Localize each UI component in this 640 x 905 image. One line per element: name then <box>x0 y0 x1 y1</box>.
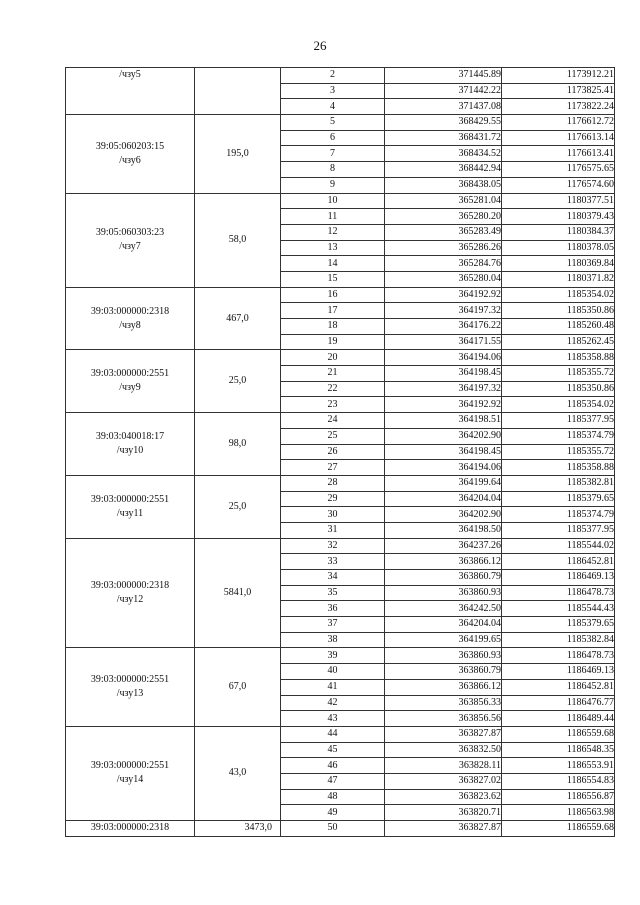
x-coordinate-cell: 365281.04 <box>385 193 502 209</box>
table-row <box>66 648 615 664</box>
plot-id-cell <box>66 648 195 726</box>
x-coordinate-cell: 368429.55 <box>385 115 502 131</box>
y-coordinate-cell: 1186556.87 <box>502 789 615 805</box>
plot-id-cell <box>66 821 195 837</box>
point-number-cell: 31 <box>281 522 385 538</box>
y-coordinate-cell: 1186452.81 <box>502 679 615 695</box>
x-coordinate-cell: 364199.65 <box>385 632 502 648</box>
coordinates-table <box>65 67 615 837</box>
point-number-cell: 40 <box>281 664 385 680</box>
y-coordinate-cell: 1186554.83 <box>502 773 615 789</box>
plot-id-cell <box>66 68 195 115</box>
x-coordinate-cell: 364192.92 <box>385 397 502 413</box>
point-number-cell: 17 <box>281 303 385 319</box>
y-coordinate-cell: 1180369.84 <box>502 256 615 272</box>
plot-id-line: /чзу11 <box>116 507 144 519</box>
table-row <box>66 115 615 131</box>
y-coordinate-cell: 1173825.41 <box>502 83 615 99</box>
point-number-cell: 47 <box>281 773 385 789</box>
y-coordinate-cell: 1176574.60 <box>502 177 615 193</box>
x-coordinate-cell: 363823.62 <box>385 789 502 805</box>
plot-id-line: 39:03:000000:2551 <box>90 674 170 686</box>
point-number-cell: 34 <box>281 570 385 586</box>
x-coordinate-cell: 364194.06 <box>385 460 502 476</box>
x-coordinate-cell: 368434.52 <box>385 146 502 162</box>
x-coordinate-cell: 363827.87 <box>385 821 502 837</box>
x-coordinate-cell: 371445.89 <box>385 68 502 84</box>
y-coordinate-cell: 1176613.14 <box>502 130 615 146</box>
table-row <box>66 538 615 554</box>
y-coordinate-cell: 1180371.82 <box>502 271 615 287</box>
point-number-cell: 48 <box>281 789 385 805</box>
point-number-cell: 26 <box>281 444 385 460</box>
x-coordinate-cell: 368438.05 <box>385 177 502 193</box>
y-coordinate-cell: 1185377.95 <box>502 413 615 429</box>
y-coordinate-cell: 1180378.05 <box>502 240 615 256</box>
plot-id-line: 39:05:060303:23 <box>95 227 165 239</box>
point-number-cell: 30 <box>281 507 385 523</box>
point-number-cell: 16 <box>281 287 385 303</box>
x-coordinate-cell: 364198.51 <box>385 413 502 429</box>
table-row <box>66 821 615 837</box>
x-coordinate-cell: 365284.76 <box>385 256 502 272</box>
plot-id-line: /чзу6 <box>119 154 141 166</box>
plot-id-cell <box>66 538 195 648</box>
point-number-cell: 18 <box>281 319 385 335</box>
page-number: 26 <box>313 38 327 53</box>
x-coordinate-cell: 368431.72 <box>385 130 502 146</box>
x-coordinate-cell: 365283.49 <box>385 224 502 240</box>
y-coordinate-cell: 1185350.86 <box>502 381 615 397</box>
y-coordinate-cell: 1186553.91 <box>502 758 615 774</box>
x-coordinate-cell: 364176.22 <box>385 319 502 335</box>
area-cell: 58,0 <box>195 193 281 287</box>
x-coordinate-cell: 363860.93 <box>385 585 502 601</box>
point-number-cell: 41 <box>281 679 385 695</box>
point-number-cell: 49 <box>281 805 385 821</box>
point-number-cell: 5 <box>281 115 385 131</box>
point-number-cell: 3 <box>281 83 385 99</box>
y-coordinate-cell: 1186548.35 <box>502 742 615 758</box>
x-coordinate-cell: 363827.02 <box>385 773 502 789</box>
point-number-cell: 43 <box>281 711 385 727</box>
point-number-cell: 22 <box>281 381 385 397</box>
y-coordinate-cell: 1186478.73 <box>502 648 615 664</box>
y-coordinate-cell: 1173822.24 <box>502 99 615 115</box>
area-cell: 25,0 <box>195 350 281 413</box>
area-cell: 43,0 <box>195 726 281 820</box>
table-row <box>66 475 615 491</box>
plot-id-line: /чзу14 <box>116 774 144 786</box>
point-number-cell: 24 <box>281 413 385 429</box>
y-coordinate-cell: 1185544.02 <box>502 538 615 554</box>
point-number-cell: 20 <box>281 350 385 366</box>
y-coordinate-cell: 1173912.21 <box>502 68 615 84</box>
point-number-cell: 42 <box>281 695 385 711</box>
x-coordinate-cell: 363866.12 <box>385 679 502 695</box>
x-coordinate-cell: 363856.33 <box>385 695 502 711</box>
x-coordinate-cell: 363866.12 <box>385 554 502 570</box>
point-number-cell: 39 <box>281 648 385 664</box>
x-coordinate-cell: 364198.45 <box>385 366 502 382</box>
y-coordinate-cell: 1186452.81 <box>502 554 615 570</box>
plot-id-line: 39:03:040018:17 <box>95 431 165 442</box>
y-coordinate-cell: 1186469.13 <box>502 664 615 680</box>
plot-id-line: /чзу12 <box>116 594 144 606</box>
coordinates-table-body <box>66 68 615 837</box>
point-number-cell: 28 <box>281 475 385 491</box>
x-coordinate-cell: 371442.22 <box>385 83 502 99</box>
y-coordinate-cell: 1185262.45 <box>502 334 615 350</box>
plot-id-line: /чзу13 <box>116 688 144 700</box>
point-number-cell: 35 <box>281 585 385 601</box>
point-number-cell: 6 <box>281 130 385 146</box>
point-number-cell: 44 <box>281 726 385 742</box>
table-row <box>66 193 615 209</box>
y-coordinate-cell: 1185374.79 <box>502 428 615 444</box>
point-number-cell: 33 <box>281 554 385 570</box>
y-coordinate-cell: 1180379.43 <box>502 209 615 225</box>
x-coordinate-cell: 363860.93 <box>385 648 502 664</box>
x-coordinate-cell: 364192.92 <box>385 287 502 303</box>
y-coordinate-cell: 1185358.88 <box>502 460 615 476</box>
point-number-cell: 32 <box>281 538 385 554</box>
plot-id-line: 39:05:060203:15 <box>95 140 165 152</box>
y-coordinate-cell: 1185354.02 <box>502 287 615 303</box>
y-coordinate-cell: 1185355.72 <box>502 366 615 382</box>
x-coordinate-cell: 363832.50 <box>385 742 502 758</box>
point-number-cell: 29 <box>281 491 385 507</box>
x-coordinate-cell: 364204.04 <box>385 617 502 633</box>
x-coordinate-cell: 364202.90 <box>385 507 502 523</box>
x-coordinate-cell: 365286.26 <box>385 240 502 256</box>
point-number-cell: 21 <box>281 366 385 382</box>
y-coordinate-cell: 1185377.95 <box>502 522 615 538</box>
y-coordinate-cell: 1185544.43 <box>502 601 615 617</box>
point-number-cell: 46 <box>281 758 385 774</box>
table-row <box>66 350 615 366</box>
point-number-cell: 27 <box>281 460 385 476</box>
point-number-cell: 15 <box>281 271 385 287</box>
y-coordinate-cell: 1176575.65 <box>502 162 615 178</box>
point-number-cell: 25 <box>281 428 385 444</box>
y-coordinate-cell: 1176613.41 <box>502 146 615 162</box>
point-number-cell: 8 <box>281 162 385 178</box>
y-coordinate-cell: 1180377.51 <box>502 193 615 209</box>
y-coordinate-cell: 1185350.86 <box>502 303 615 319</box>
point-number-cell: 4 <box>281 99 385 115</box>
x-coordinate-cell: 364198.50 <box>385 522 502 538</box>
area-cell: 25,0 <box>195 475 281 538</box>
x-coordinate-cell: 364204.04 <box>385 491 502 507</box>
y-coordinate-cell: 1185382.81 <box>502 475 615 491</box>
y-coordinate-cell: 1176612.72 <box>502 115 615 131</box>
x-coordinate-cell: 363860.79 <box>385 570 502 586</box>
x-coordinate-cell: 371437.08 <box>385 99 502 115</box>
plot-id-line: 39:03:000000:2551 <box>90 493 170 505</box>
x-coordinate-cell: 364237.26 <box>385 538 502 554</box>
point-number-cell: 14 <box>281 256 385 272</box>
point-number-cell: 10 <box>281 193 385 209</box>
plot-id-line: 39:03:000000:2318 <box>90 822 170 834</box>
point-number-cell: 11 <box>281 209 385 225</box>
y-coordinate-cell: 1186489.44 <box>502 711 615 727</box>
plot-id-line: /чзу7 <box>119 241 141 253</box>
table-row <box>66 726 615 742</box>
y-coordinate-cell: 1180384.37 <box>502 224 615 240</box>
y-coordinate-cell: 1185379.65 <box>502 617 615 633</box>
x-coordinate-cell: 363860.79 <box>385 664 502 680</box>
y-coordinate-cell: 1185260.48 <box>502 319 615 335</box>
x-coordinate-cell: 364198.45 <box>385 444 502 460</box>
plot-id-cell <box>66 193 195 287</box>
point-number-cell: 50 <box>281 821 385 837</box>
x-coordinate-cell: 364171.55 <box>385 334 502 350</box>
x-coordinate-cell: 364242.50 <box>385 601 502 617</box>
plot-id-line: /чзу5 <box>119 69 141 80</box>
x-coordinate-cell: 364199.64 <box>385 475 502 491</box>
plot-id-line: /чзу10 <box>116 445 144 456</box>
x-coordinate-cell: 363856.56 <box>385 711 502 727</box>
point-number-cell: 19 <box>281 334 385 350</box>
plot-id-cell <box>66 115 195 193</box>
y-coordinate-cell: 1186478.73 <box>502 585 615 601</box>
x-coordinate-cell: 364197.32 <box>385 303 502 319</box>
plot-id-line: /чзу8 <box>119 319 141 331</box>
x-coordinate-cell: 364194.06 <box>385 350 502 366</box>
x-coordinate-cell: 363828.11 <box>385 758 502 774</box>
y-coordinate-cell: 1185358.88 <box>502 350 615 366</box>
x-coordinate-cell: 364197.32 <box>385 381 502 397</box>
table-row <box>66 287 615 303</box>
y-coordinate-cell: 1186469.13 <box>502 570 615 586</box>
y-coordinate-cell: 1185355.72 <box>502 444 615 460</box>
area-cell <box>195 68 281 115</box>
y-coordinate-cell: 1185382.84 <box>502 632 615 648</box>
y-coordinate-cell: 1186559.68 <box>502 821 615 837</box>
area-cell: 5841,0 <box>195 538 281 648</box>
point-number-cell: 2 <box>281 68 385 84</box>
x-coordinate-cell: 365280.20 <box>385 209 502 225</box>
y-coordinate-cell: 1185379.65 <box>502 491 615 507</box>
plot-id-cell <box>66 413 195 476</box>
table-row <box>66 68 615 84</box>
y-coordinate-cell: 1186559.68 <box>502 726 615 742</box>
x-coordinate-cell: 364202.90 <box>385 428 502 444</box>
point-number-cell: 13 <box>281 240 385 256</box>
plot-id-line: 39:03:000000:2318 <box>90 580 170 592</box>
plot-id-line: /чзу9 <box>119 382 141 394</box>
plot-id-cell <box>66 726 195 820</box>
area-cell: 195,0 <box>195 115 281 193</box>
area-cell: 3473,0 <box>195 821 281 837</box>
x-coordinate-cell: 368442.94 <box>385 162 502 178</box>
y-coordinate-cell: 1186476.77 <box>502 695 615 711</box>
point-number-cell: 12 <box>281 224 385 240</box>
point-number-cell: 45 <box>281 742 385 758</box>
x-coordinate-cell: 363820.71 <box>385 805 502 821</box>
point-number-cell: 38 <box>281 632 385 648</box>
point-number-cell: 36 <box>281 601 385 617</box>
point-number-cell: 9 <box>281 177 385 193</box>
y-coordinate-cell: 1185354.02 <box>502 397 615 413</box>
area-cell: 467,0 <box>195 287 281 350</box>
plot-id-cell <box>66 287 195 350</box>
plot-id-line: 39:03:000000:2318 <box>90 305 170 317</box>
area-cell: 98,0 <box>195 413 281 476</box>
point-number-cell: 7 <box>281 146 385 162</box>
area-cell: 67,0 <box>195 648 281 726</box>
table-row <box>66 413 615 429</box>
y-coordinate-cell: 1186563.98 <box>502 805 615 821</box>
plot-id-line: 39:03:000000:2551 <box>90 760 170 772</box>
plot-id-cell <box>66 350 195 413</box>
x-coordinate-cell: 363827.87 <box>385 726 502 742</box>
plot-id-cell <box>66 475 195 538</box>
x-coordinate-cell: 365280.04 <box>385 271 502 287</box>
point-number-cell: 37 <box>281 617 385 633</box>
y-coordinate-cell: 1185374.79 <box>502 507 615 523</box>
plot-id-line: 39:03:000000:2551 <box>90 368 170 380</box>
point-number-cell: 23 <box>281 397 385 413</box>
